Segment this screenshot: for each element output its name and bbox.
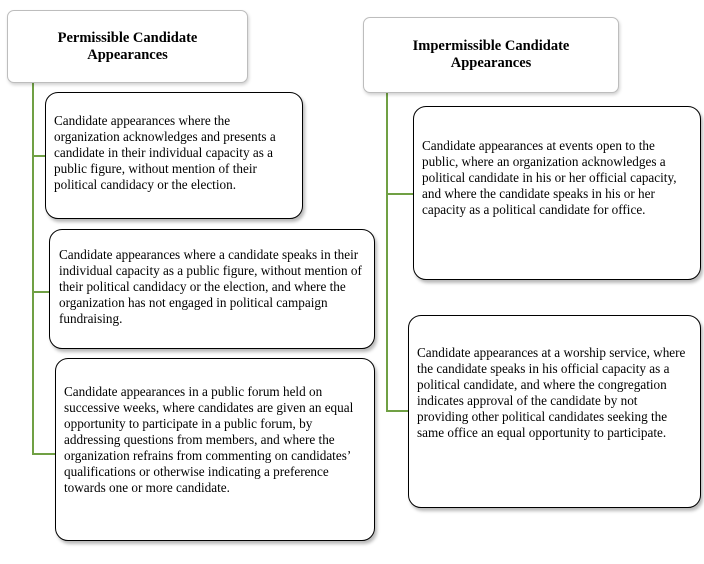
permissible-item-2-text: Candidate appearances where a candidate speaks in their individual capacity as a public figure, without mention of their political candidacy or the election, and where the organization has not engaged in political campaign fundraising. xyxy=(59,247,362,326)
permissible-title: Permissible Candidate Appearances xyxy=(57,29,198,63)
impermissible-item-1 xyxy=(413,106,701,280)
left-connector-branch-2 xyxy=(32,291,49,293)
permissible-header xyxy=(7,10,248,83)
permissible-item-1-text: Candidate appearances where the organization acknowledges and presents a candidate in their individual capacity as a public figure, without mention of their political candidacy or the election. xyxy=(54,112,276,192)
right-connector-branch-1 xyxy=(386,193,413,195)
left-connector-branch-3 xyxy=(32,453,55,455)
right-connector-branch-2 xyxy=(386,410,408,412)
left-connector-branch-1 xyxy=(32,155,45,157)
permissible-item-1 xyxy=(45,92,303,219)
permissible-item-3-text: Candidate appearances in a public forum held on successive weeks, where candidates are given an equal opportunity to participate in a public forum, by addressing questions from members, and where the organization refrains from commenting on candidates’ qualifications or otherwise indicating a preference towards one or more candidate. xyxy=(64,383,354,495)
permissible-item-3 xyxy=(55,358,375,541)
impermissible-item-2-text: Candidate appearances at a worship service, where the candidate speaks in his official capacity as a political candidate, and where the congregation indicates approval of the candidate by not providing other political candidates seeking the same office an equal opportunity to participate. xyxy=(417,344,686,440)
permissible-item-2 xyxy=(49,229,375,349)
right-connector-trunk xyxy=(386,93,388,411)
left-connector-trunk xyxy=(32,83,34,454)
impermissible-item-1-text: Candidate appearances at events open to the public, where an organization acknowledges a political candidate in his or her official capacity, and where the candidate speaks in his or her capacity as a political candidate for office. xyxy=(422,138,677,217)
impermissible-item-2 xyxy=(408,315,701,508)
impermissible-header xyxy=(363,17,619,93)
impermissible-title: Impermissible Candidate Appearances xyxy=(412,38,570,71)
